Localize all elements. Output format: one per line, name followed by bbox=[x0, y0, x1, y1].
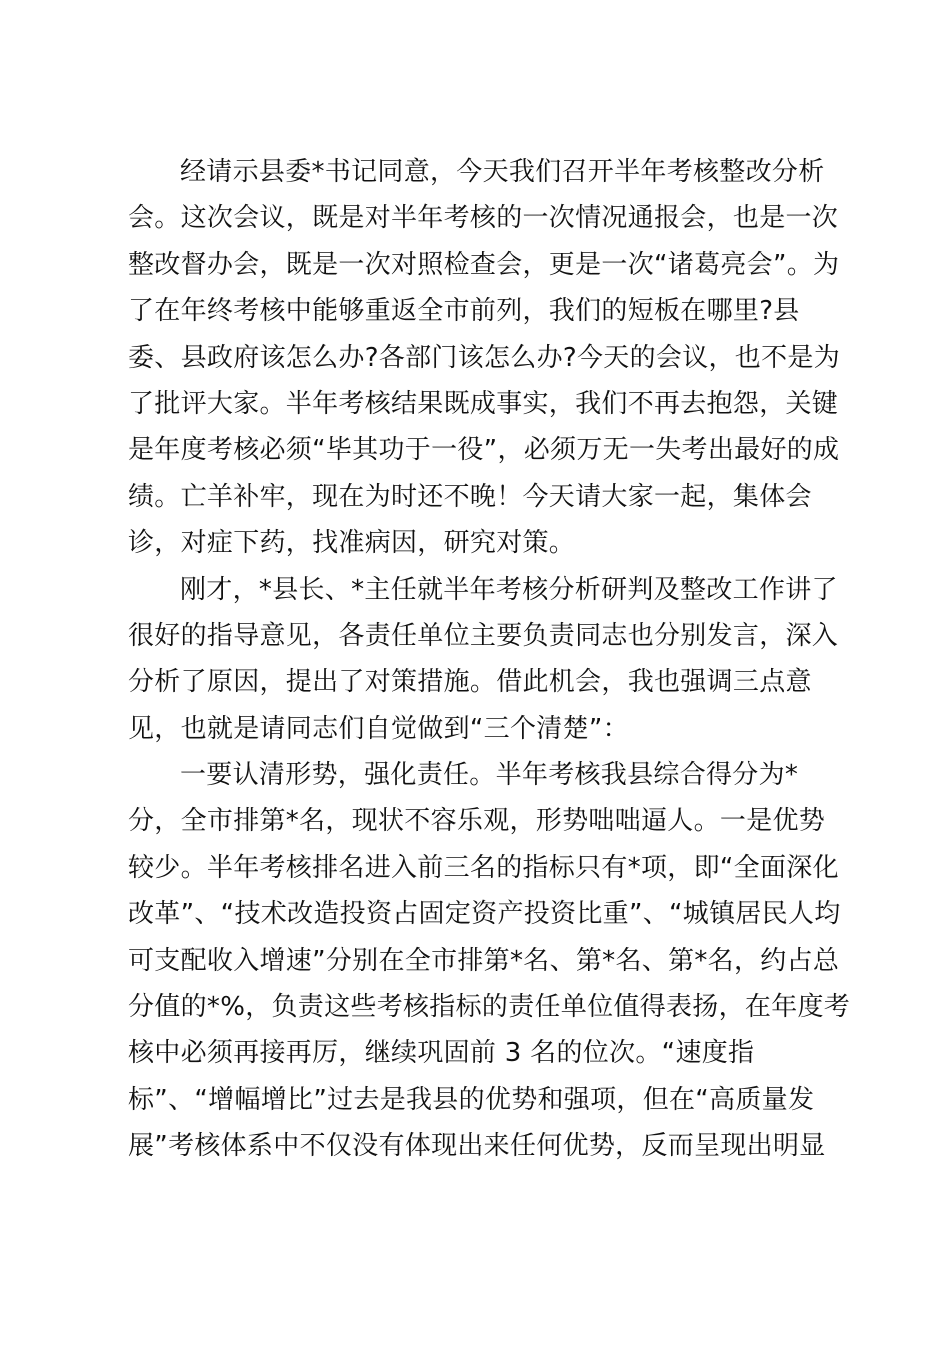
text-line: 很好的指导意见，各责任单位主要负责同志也分别发言，深入 bbox=[128, 620, 839, 651]
text-line: 见，也就是请同志们自觉做到“三个清楚”： bbox=[128, 713, 629, 744]
text-line: 标”、“增幅增比”过去是我县的优势和强项，但在“高质量发 bbox=[128, 1084, 815, 1115]
text-line: 了批评大家。半年考核结果既成事实，我们不再去抱怨，关键 bbox=[128, 388, 839, 419]
text-line: 委、县政府该怎么办?各部门该怎么办?今天的会议，也不是为 bbox=[128, 342, 841, 373]
text-line: 经请示县委*书记同意，今天我们召开半年考核整改分析 bbox=[180, 157, 825, 187]
text-line: 展”考核体系中不仅没有体现出来任何优势，反而呈现出明显 bbox=[128, 1131, 826, 1162]
paragraph-3 bbox=[128, 752, 851, 1170]
text-line: 分值的*%，负责这些考核指标的责任单位值得表扬，在年度考 bbox=[128, 992, 851, 1023]
text-line: 绩。亡羊补牢，现在为时还不晚！今天请大家一起，集体会 bbox=[128, 481, 812, 512]
text-line: 刚才，*县长、*主任就半年考核分析研判及整改工作讲了 bbox=[180, 574, 838, 605]
document-page bbox=[128, 149, 851, 1170]
text-line: 分，全市排第*名，现状不容乐观，形势咄咄逼人。一是优势 bbox=[128, 806, 826, 837]
paragraph-1 bbox=[128, 149, 848, 567]
text-line: 会。这次会议，既是对半年考核的一次情况通报会，也是一次 bbox=[128, 203, 839, 234]
text-line: 分析了原因，提出了对策措施。借此机会，我也强调三点意 bbox=[128, 667, 812, 698]
text-line: 可支配收入增速”分别在全市排第*名、第*名、第*名，约占总 bbox=[128, 945, 840, 976]
text-line: 改革”、“技术改造投资占固定资产投资比重”、“城镇居民人均 bbox=[128, 899, 841, 930]
text-line: 一要认清形势，强化责任。半年考核我县综合得分为* bbox=[180, 760, 799, 791]
text-line: 整改督办会，既是一次对照检查会，更是一次“诸葛亮会”。为 bbox=[128, 249, 840, 280]
text-line: 核中必须再接再厉，继续巩固前 3 名的位次。“速度指 bbox=[128, 1038, 755, 1069]
text-line: 诊，对症下药，找准病因，研究对策。 bbox=[128, 528, 576, 559]
text-line: 了在年终考核中能够重返全市前列，我们的短板在哪里?县 bbox=[128, 296, 800, 327]
paragraph-2 bbox=[128, 567, 848, 753]
text-line: 较少。半年考核排名进入前三名的指标只有*项，即“全面深化 bbox=[128, 852, 839, 883]
text-line: 是年度考核必须“毕其功于一役”，必须万无一失考出最好的成 bbox=[128, 435, 840, 466]
